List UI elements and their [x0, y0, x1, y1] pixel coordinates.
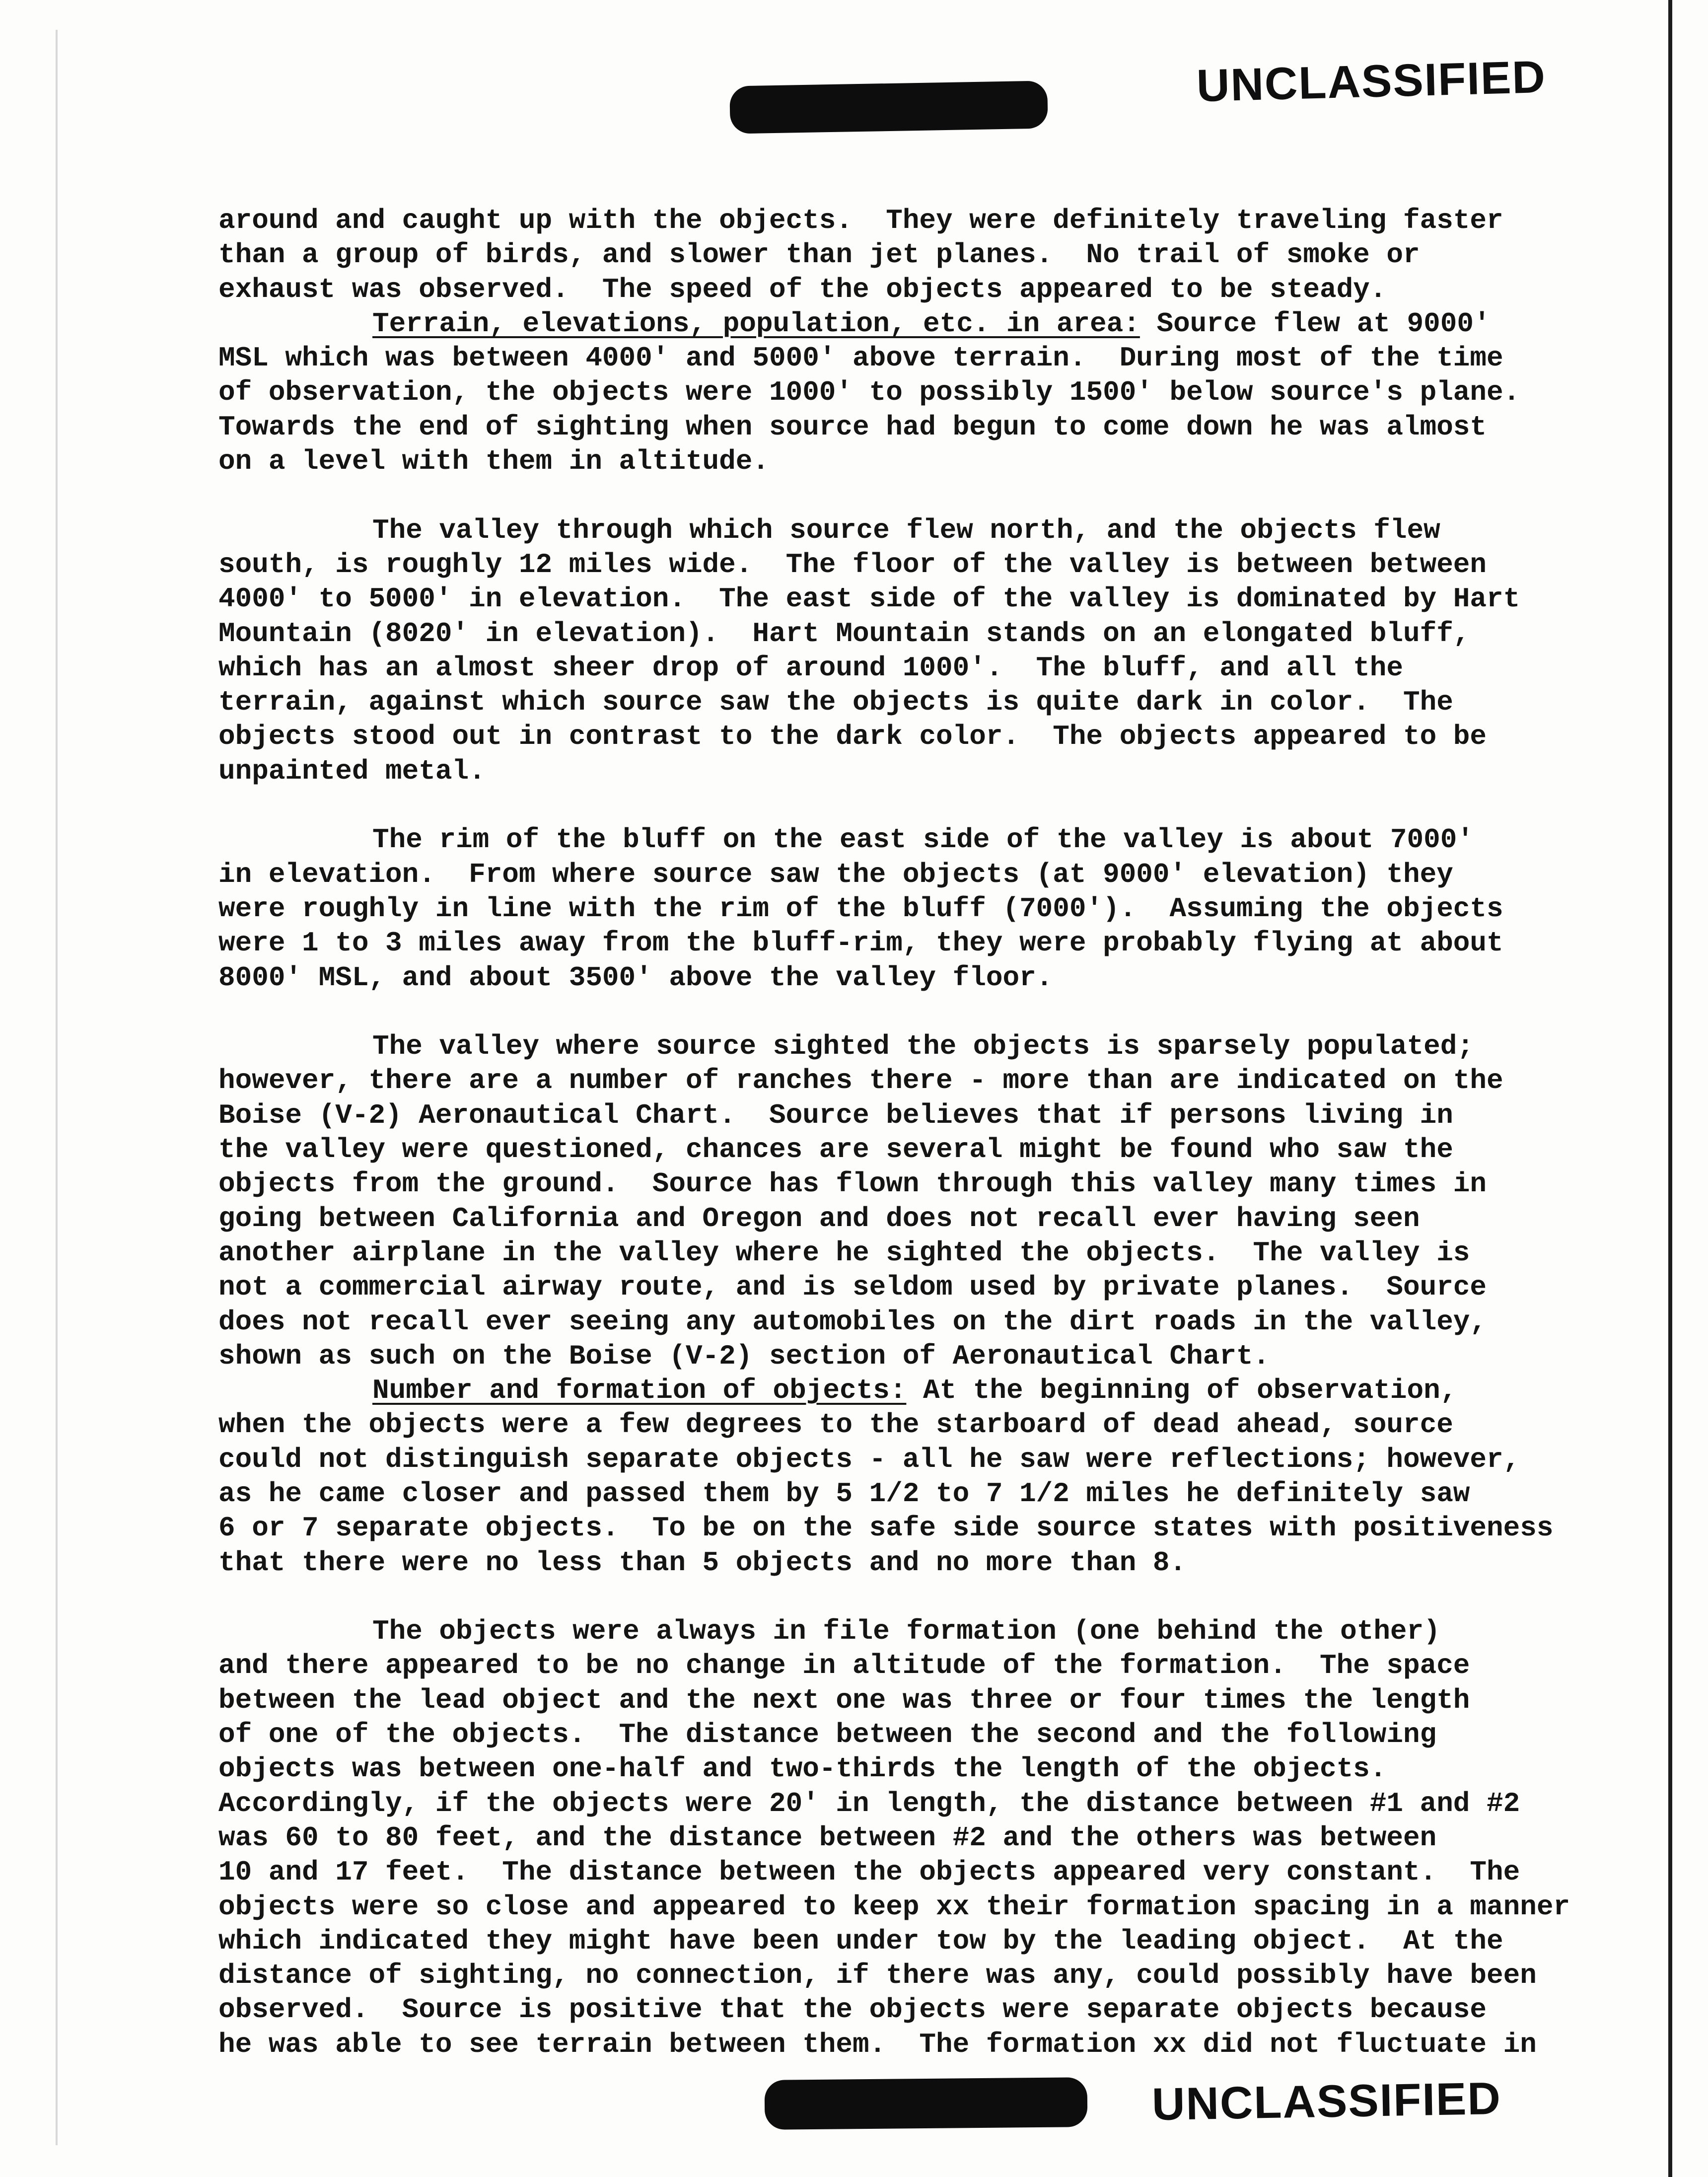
text-line: terrain, against which source saw the objects is quite dark in color. The	[218, 686, 1453, 719]
text-line: does not recall ever seeing any automobiles on the dirt roads in the valley,	[218, 1306, 1487, 1338]
text-line: not a commercial airway route, and is seldom used by private planes. Source	[218, 1271, 1487, 1304]
text-line: objects from the ground. Source has flown through this valley many times in	[218, 1168, 1487, 1200]
paragraph-gap	[218, 995, 1609, 1029]
text-line: going between California and Oregon and does not recall ever having seen	[218, 1202, 1420, 1234]
redaction-mark-bottom	[765, 2077, 1088, 2130]
text-line: The valley where source sighted the objects is sparsely populated;	[372, 1030, 1474, 1063]
text-line: south, is roughly 12 miles wide. The floor of the valley is between between	[218, 548, 1487, 581]
text-line: were roughly in line with the rim of the bluff (7000'). Assuming the objects	[218, 892, 1503, 925]
text-line: unpainted metal.	[218, 755, 486, 787]
text-line: observed. Source is positive that the objects were separate objects because	[218, 1994, 1487, 2026]
redaction-mark-top	[729, 80, 1048, 134]
text-line: that there were no less than 5 objects and no more than 8.	[218, 1546, 1187, 1579]
text-line: distance of sighting, no connection, if there was any, could possibly have been	[218, 1959, 1537, 1992]
text-line: MSL which was between 4000' and 5000' above terrain. During most of the time	[218, 342, 1503, 374]
document-body	[218, 204, 1609, 2062]
text-line: however, there are a number of ranches there - more than are indicated on the	[218, 1065, 1503, 1097]
text-line: objects stood out in contrast to the dark color. The objects appeared to be	[218, 721, 1487, 753]
text-line: The objects were always in file formation (one behind the other)	[372, 1615, 1440, 1648]
text-line: The rim of the bluff on the east side of the valley is about 7000'	[372, 824, 1474, 856]
text-line: than a group of birds, and slower than jet planes. No trail of smoke or	[218, 239, 1420, 271]
text-line: shown as such on the Boise (V-2) section of Aeronautical Chart.	[218, 1340, 1270, 1372]
classification-stamp-bottom: UNCLASSIFIED	[1151, 2073, 1502, 2130]
text-line: when the objects were a few degrees to the starboard of dead ahead, source	[218, 1409, 1453, 1441]
text-span: At the beginning of observation,	[906, 1375, 1457, 1407]
text-line: 8000' MSL, and about 3500' above the valley floor.	[218, 961, 1053, 994]
text-line	[218, 1374, 1609, 1408]
page-right-edge	[1668, 0, 1672, 2177]
text-line	[218, 307, 1609, 341]
text-line: of observation, the objects were 1000' to possibly 1500' below source's plane.	[218, 376, 1520, 409]
text-line: between the lead object and the next one was three or four times the length	[218, 1684, 1470, 1716]
text-line: The valley through which source flew north, and the objects flew	[372, 514, 1440, 546]
text-line: were 1 to 3 miles away from the bluff-rim, they were probably flying at about	[218, 927, 1503, 959]
section-heading-formation: Number and formation of objects:	[372, 1375, 907, 1407]
text-line: another airplane in the valley where he sighted the objects. The valley is	[218, 1236, 1470, 1269]
section-heading-terrain: Terrain, elevations, population, etc. in area:	[372, 307, 1140, 340]
text-line: which indicated they might have been under tow by the leading object. At the	[218, 1925, 1503, 1957]
text-line: exhaust was observed. The speed of the objects appeared to be steady.	[218, 273, 1387, 305]
text-line: the valley were questioned, chances are several might be found who saw the	[218, 1134, 1453, 1166]
text-line: could not distinguish separate objects - all he saw were reflections; however,	[218, 1443, 1520, 1475]
text-line: around and caught up with the objects. They were definitely traveling faster	[218, 205, 1503, 236]
page-left-edge	[56, 30, 58, 2145]
paragraph-gap	[218, 789, 1609, 823]
text-line: Towards the end of sighting when source had begun to come down he was almost	[218, 411, 1487, 443]
text-line: objects were so close and appeared to keep xx their formation spacing in a manner	[218, 1890, 1570, 1923]
text-line: he was able to see terrain between them. The formation xx did not fluctuate in	[218, 2028, 1537, 2060]
paragraph-gap	[218, 1580, 1609, 1614]
text-line: as he came closer and passed them by 5 1/2 to 7 1/2 miles he definitely saw	[218, 1477, 1470, 1510]
text-line: 6 or 7 separate objects. To be on the safe side source states with positiveness	[218, 1512, 1554, 1544]
text-line: and there appeared to be no change in altitude of the formation. The space	[218, 1650, 1470, 1682]
text-line: was 60 to 80 feet, and the distance between #2 and the others was between	[218, 1821, 1437, 1854]
text-span: Source flew at 9000'	[1139, 307, 1491, 340]
text-line: objects was between one-half and two-thirds the length of the objects.	[218, 1753, 1387, 1785]
text-line: Boise (V-2) Aeronautical Chart. Source believes that if persons living in	[218, 1099, 1453, 1131]
text-line: 10 and 17 feet. The distance between the objects appeared very constant. The	[218, 1856, 1520, 1888]
text-line: on a level with them in altitude.	[218, 445, 769, 478]
classification-stamp-top: UNCLASSIFIED	[1196, 51, 1547, 112]
paragraph-gap	[218, 479, 1609, 513]
text-line: of one of the objects. The distance between the second and the following	[218, 1719, 1437, 1751]
text-line: which has an almost sheer drop of around 1000'. The bluff, and all the	[218, 652, 1403, 684]
text-line: 4000' to 5000' in elevation. The east side of the valley is dominated by Hart	[218, 583, 1520, 615]
text-line: Accordingly, if the objects were 20' in length, the distance between #1 and #2	[218, 1787, 1520, 1819]
text-line: in elevation. From where source saw the objects (at 9000' elevation) they	[218, 858, 1453, 890]
text-line: Mountain (8020' in elevation). Hart Mountain stands on an elongated bluff,	[218, 617, 1470, 650]
